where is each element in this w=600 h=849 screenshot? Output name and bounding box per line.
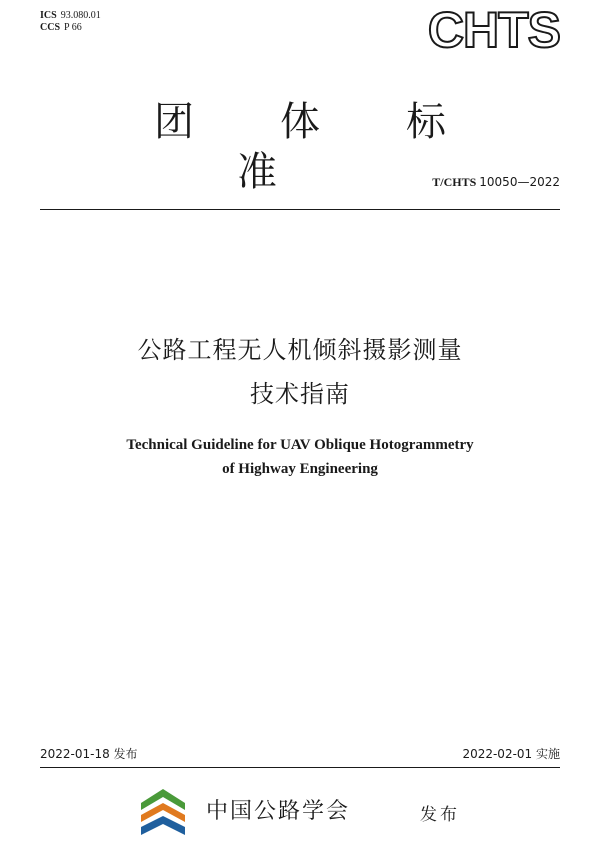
title-cn-line2: 技术指南: [250, 380, 350, 408]
ics-code-row: [40, 10, 101, 22]
bottom-divider: [40, 767, 560, 768]
classification-codes: [40, 10, 101, 34]
publish-action: 发布: [420, 805, 460, 825]
title-en-line1: Technical Guideline for UAV Oblique Hotogrammetry: [126, 437, 474, 453]
ccs-value: P 66: [64, 22, 82, 33]
ics-label: ICS: [40, 10, 57, 21]
standard-number-value: 10050—2022: [479, 175, 560, 189]
top-divider: [40, 209, 560, 210]
title-cn-line1: 公路工程无人机倾斜摄影测量: [137, 336, 463, 364]
issue-date: 2022-01-18 发布: [40, 747, 138, 761]
standard-number-prefix: T/CHTS: [432, 175, 477, 189]
standard-number: [432, 175, 560, 190]
chts-logo: [428, 2, 560, 58]
ccs-code-row: [40, 22, 101, 34]
publisher-logo-icon: [141, 787, 185, 837]
publisher-name: 中国公路学会: [206, 799, 351, 824]
ccs-label: CCS: [40, 22, 61, 33]
implementation-date: 2022-02-01 实施: [462, 747, 560, 761]
standard-type-heading: 团体标准: [154, 99, 532, 195]
logo-blue-chevron: [141, 816, 185, 835]
ics-value: 93.080.01: [60, 10, 101, 21]
title-en-line2: of Highway Engineering: [222, 461, 378, 477]
chts-logo-text: CHTS: [427, 2, 560, 58]
